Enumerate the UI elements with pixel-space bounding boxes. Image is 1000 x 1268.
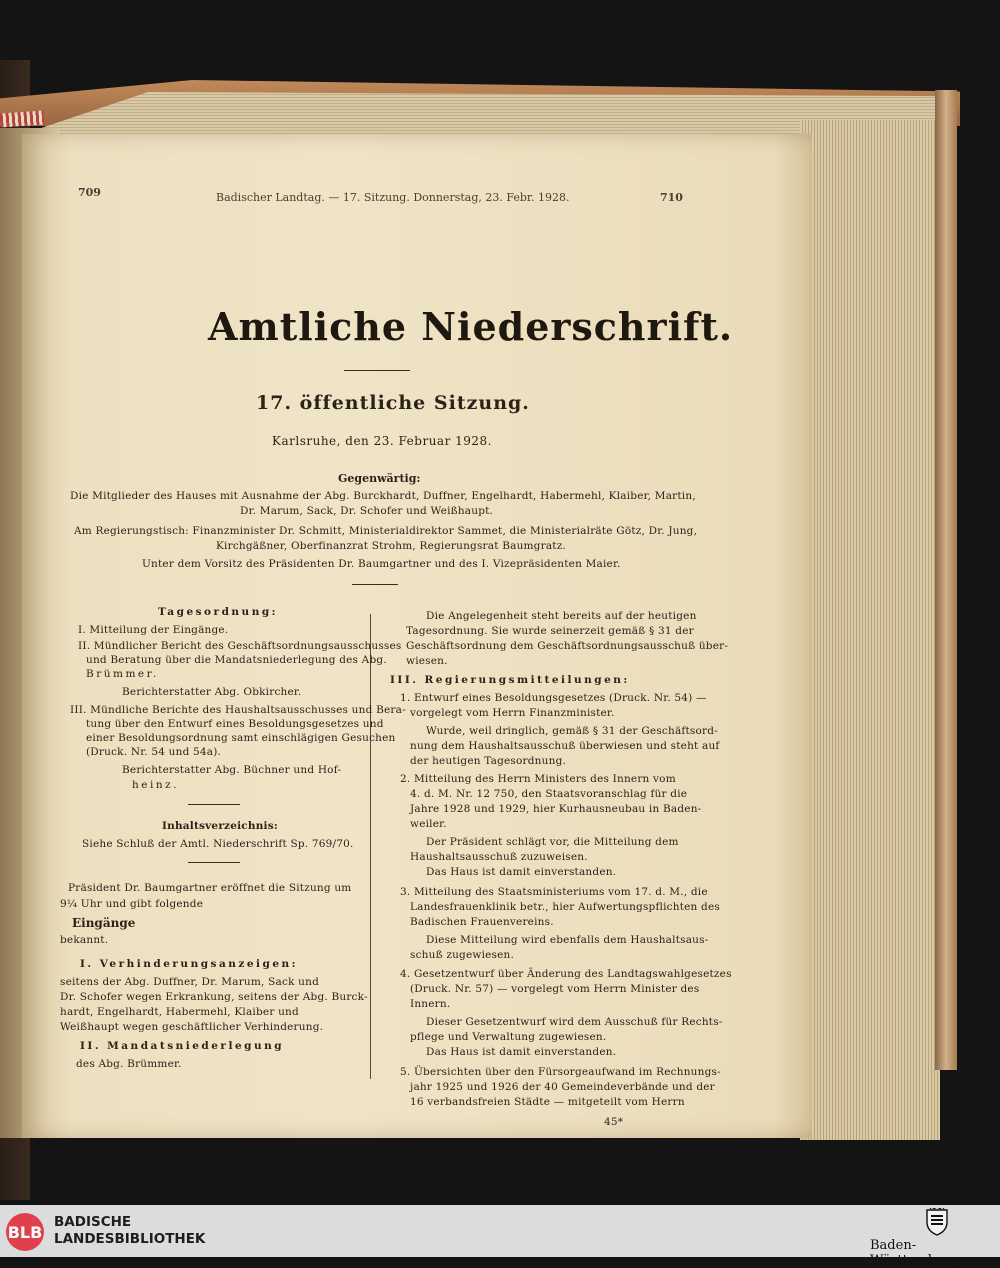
- item-line: Das Haus ist damit einverstanden.: [426, 1046, 617, 1058]
- item-line: jahr 1925 und 1926 der 40 Gemeindeverbände und der: [410, 1081, 715, 1093]
- agenda-line: I. Mitteilung der Eingänge.: [78, 624, 229, 636]
- item-line: (Druck. Nr. 57) — vorgelegt vom Herrn Minister des: [410, 983, 700, 995]
- book-spine: [935, 90, 957, 1070]
- eingaenge-text: bekannt.: [60, 934, 109, 946]
- section1-line: seitens der Abg. Duffner, Dr. Marum, Sack und: [60, 976, 320, 988]
- page-stack-edge: [800, 120, 940, 1140]
- blb-logo[interactable]: BLB: [6, 1213, 44, 1251]
- item-line: Jahre 1928 und 1929, hier Kurhausneubau in Baden-: [410, 803, 702, 815]
- scanned-page: [22, 134, 812, 1138]
- item-line: Das Haus ist damit einverstanden.: [426, 866, 617, 878]
- agenda-heading: Tagesordnung:: [158, 606, 279, 618]
- item-line: 2. Mitteilung des Herrn Ministers des Innern vom: [400, 773, 676, 785]
- section3-heading: III. Regierungsmitteilungen:: [390, 674, 630, 686]
- coat-of-arms-icon: [924, 1208, 950, 1236]
- item-line: nung dem Haushaltsausschuß überwiesen und steht auf: [410, 740, 720, 752]
- item-line: schuß zugewiesen.: [410, 949, 515, 961]
- signature-mark: 45*: [604, 1116, 624, 1128]
- item-line: Diese Mitteilung wird ebenfalls dem Haushaltsaus-: [426, 934, 709, 946]
- agenda-line: Berichterstatter Abg. Obkircher.: [122, 686, 302, 698]
- present-line: Am Regierungstisch: Finanzminister Dr. Schmitt, Ministerialdirektor Sammet, die Ministerialräte Götz, Dr. Jung,: [74, 525, 698, 537]
- section-rule: [352, 584, 398, 585]
- present-line: Unter dem Vorsitz des Präsidenten Dr. Baumgartner und des I. Vizepräsidenten Maier.: [142, 558, 621, 570]
- library-name-line1: BADISCHE: [54, 1214, 132, 1230]
- present-line: Dr. Marum, Sack, Dr. Schofer und Weißhaupt.: [240, 505, 494, 517]
- item-line: vorgelegt vom Herrn Finanzminister.: [410, 707, 615, 719]
- agenda-line: und Beratung über die Mandatsniederlegung des Abg.: [86, 654, 387, 666]
- state-name[interactable]: Baden-Württemberg: [870, 1238, 959, 1268]
- item-line: Innern.: [410, 998, 451, 1010]
- item-line: 3. Mitteilung des Staatsministeriums vom 17. d. M., die: [400, 886, 708, 898]
- agenda-line: II. Mündlicher Bericht des Geschäftsordnungsausschusses: [78, 640, 402, 652]
- running-title: Badischer Landtag. — 17. Sitzung. Donnerstag, 23. Febr. 1928.: [216, 191, 570, 204]
- present-line: Kirchgäßner, Oberfinanzrat Strohm, Regierungsrat Baumgratz.: [216, 540, 566, 552]
- item-line: 5. Übersichten über den Fürsorgeaufwand im Rechnungs-: [400, 1066, 721, 1078]
- agenda-line: III. Mündliche Berichte des Haushaltsausschusses und Bera-: [70, 704, 406, 716]
- item-line: pflege und Verwaltung zugewiesen.: [410, 1031, 607, 1043]
- item-line: Badischen Frauenvereins.: [410, 916, 554, 928]
- agenda-rule: [188, 804, 240, 805]
- intro-line: Die Angelegenheit steht bereits auf der heutigen: [426, 610, 697, 622]
- section1-heading: I. Verhinderungsanzeigen:: [80, 958, 299, 970]
- library-name[interactable]: [54, 1214, 205, 1248]
- opening-line: 9¼ Uhr und gibt folgende: [60, 898, 204, 910]
- item-line: 4. d. M. Nr. 12 750, den Staatsvoranschlag für die: [410, 788, 688, 800]
- section2-text: des Abg. Brümmer.: [76, 1058, 182, 1070]
- intro-line: Geschäftsordnung dem Geschäftsordnungsausschuß über-: [406, 640, 729, 652]
- contents-heading: Inhaltsverzeichnis:: [162, 820, 278, 832]
- item-line: der heutigen Tagesordnung.: [410, 755, 567, 767]
- section1-line: hardt, Engelhardt, Habermehl, Klaiber und: [60, 1006, 299, 1018]
- item-line: Landesfrauenklinik betr., hier Aufwertungspflichten des: [410, 901, 720, 913]
- page-number-right: 710: [660, 191, 683, 204]
- footer-bar: [0, 1205, 1000, 1268]
- opening-line: Präsident Dr. Baumgartner eröffnet die Sitzung um: [68, 882, 352, 894]
- session-heading: 17. öffentliche Sitzung.: [256, 392, 530, 414]
- item-line: Dieser Gesetzentwurf wird dem Ausschuß für Rechts-: [426, 1016, 723, 1028]
- title-rule: [344, 370, 410, 371]
- agenda-line: einer Besoldungsordnung samt einschlägigen Gesuchen: [86, 732, 396, 744]
- item-line: weiler.: [410, 818, 447, 830]
- present-line: Die Mitglieder des Hauses mit Ausnahme der Abg. Burckhardt, Duffner, Engelhardt, Habermehl, Klaiber, Martin,: [70, 490, 696, 502]
- agenda-line: heinz.: [132, 779, 179, 791]
- item-line: 16 verbandsfreien Städte — mitgeteilt vom Herrn: [410, 1096, 685, 1108]
- column-divider: [370, 614, 371, 1079]
- contents-rule: [188, 862, 240, 863]
- place-date: Karlsruhe, den 23. Februar 1928.: [272, 434, 492, 448]
- item-line: 4. Gesetzentwurf über Änderung des Landtagswahlgesetzes: [400, 968, 732, 980]
- agenda-line: Brümmer.: [86, 668, 159, 680]
- present-heading: Gegenwärtig:: [338, 472, 421, 485]
- intro-line: wiesen.: [406, 655, 448, 667]
- item-line: Wurde, weil dringlich, gemäß § 31 der Geschäftsord-: [426, 725, 718, 737]
- agenda-line: tung über den Entwurf eines Besoldungsgesetzes und: [86, 718, 384, 730]
- item-line: Haushaltsausschuß zuzuweisen.: [410, 851, 588, 863]
- agenda-line: (Druck. Nr. 54 und 54a).: [86, 746, 222, 758]
- eingaenge-heading: Eingänge: [72, 916, 136, 930]
- contents-line: Siehe Schluß der Amtl. Niederschrift Sp. 769/70.: [82, 838, 354, 850]
- item-line: 1. Entwurf eines Besoldungsgesetzes (Druck. Nr. 54) —: [400, 692, 707, 704]
- section1-line: Dr. Schofer wegen Erkrankung, seitens der Abg. Burck-: [60, 991, 368, 1003]
- section1-line: Weißhaupt wegen geschäftlicher Verhinderung.: [60, 1021, 324, 1033]
- library-name-line2: LANDESBIBLIOTHEK: [54, 1231, 206, 1247]
- item-line: Der Präsident schlägt vor, die Mitteilung dem: [426, 836, 679, 848]
- page-number-left: 709: [78, 186, 101, 199]
- agenda-line: Berichterstatter Abg. Büchner und Hof-: [122, 764, 342, 776]
- document-title: Amtliche Niederschrift.: [208, 304, 734, 349]
- intro-line: Tagesordnung. Sie wurde seinerzeit gemäß § 31 der: [406, 625, 694, 637]
- section2-heading: II. Mandatsniederlegung: [80, 1040, 285, 1052]
